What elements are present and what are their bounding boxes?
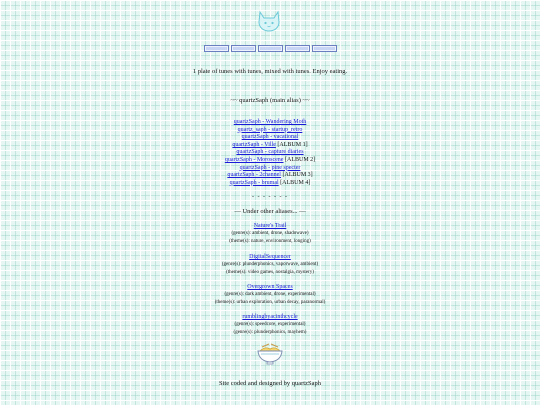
alias-genres: (genre(s): dark ambient, drone, experimental) xyxy=(224,292,316,297)
album-tag: [ALBUM 4] xyxy=(278,179,311,186)
nav-button-4[interactable] xyxy=(285,45,310,52)
album-link[interactable]: quartz_saph - startup_retro xyxy=(237,126,303,133)
album-item xyxy=(0,180,540,188)
tagline: 1 plate of tunes with tunes, mixed with tunes. Enjoy eating. xyxy=(192,68,348,75)
alias-genres: (genre(s): plunderphonics, vaporwave, ambient) xyxy=(221,262,319,267)
noodle-bowl-icon xyxy=(256,341,284,365)
alias-link[interactable]: DigitalSequencer xyxy=(249,254,291,260)
alias-block xyxy=(0,313,540,337)
cat-face-icon xyxy=(255,9,283,33)
alias-link[interactable]: Nature's Trail xyxy=(253,223,287,229)
album-item xyxy=(0,119,540,127)
nav-button-3[interactable] xyxy=(258,45,283,52)
album-link[interactable]: quartzSaph - pine specter xyxy=(239,164,301,171)
alias-link[interactable]: Overgrown Spaces xyxy=(247,284,293,290)
separator: - - - - - - - xyxy=(252,194,288,200)
album-link[interactable]: quartzSaph - Wandering Moth xyxy=(233,119,307,125)
album-item xyxy=(0,172,540,180)
alias-block xyxy=(0,283,540,307)
alias-block xyxy=(0,253,540,277)
album-item xyxy=(0,165,540,173)
album-tag: [ALBUM 3] xyxy=(280,172,313,179)
album-link[interactable]: quartzSaph - Ville xyxy=(232,141,276,148)
main-alias-title: ~~ quartzSaph (main alias) ~~ xyxy=(230,97,310,104)
album-tag: [ALBUM 1] xyxy=(275,141,308,148)
alias-genres: (genre(s): ambient, drone, shadowave) xyxy=(231,231,309,236)
album-link[interactable]: quartzSaph - brumal xyxy=(229,179,279,186)
album-item xyxy=(0,127,540,135)
album-item xyxy=(0,134,540,142)
album-link[interactable]: quartzSaph - capture diaries xyxy=(236,149,304,156)
album-link[interactable]: quartzSaph - vacational xyxy=(241,134,299,141)
other-aliases-title: — Under other aliases... — xyxy=(234,208,306,215)
album-item xyxy=(0,157,540,165)
alias-themes: (theme(s): nature, environment, longing) xyxy=(229,239,311,244)
album-link[interactable]: quartzSaph - 2channel xyxy=(227,172,281,179)
alias-block xyxy=(0,222,540,246)
alias-genres: (genre(s): speedcore, experimental) xyxy=(234,322,306,327)
nav-bar xyxy=(0,45,540,52)
album-list xyxy=(0,119,540,187)
album-item xyxy=(0,149,540,157)
album-link[interactable]: quartzSaph - Moroscene xyxy=(224,156,284,163)
footer-credit: Site coded and designed by quartzSaph xyxy=(219,380,321,387)
nav-button-2[interactable] xyxy=(231,45,256,52)
nav-button-5[interactable] xyxy=(312,45,337,52)
alias-link[interactable]: rumblingbyacinthcycle xyxy=(242,314,298,320)
nav-button-1[interactable] xyxy=(204,45,229,52)
alias-themes: (theme(s): urban exploration, urban decay, paranormal) xyxy=(214,300,326,305)
alias-themes: (theme(s): video games, nostalgia, mystery) xyxy=(226,270,314,275)
alias-themes: (genre(s): plunderphonics, mayhem) xyxy=(233,330,307,335)
album-tag: [ALBUM 2] xyxy=(283,156,316,163)
album-item xyxy=(0,142,540,150)
